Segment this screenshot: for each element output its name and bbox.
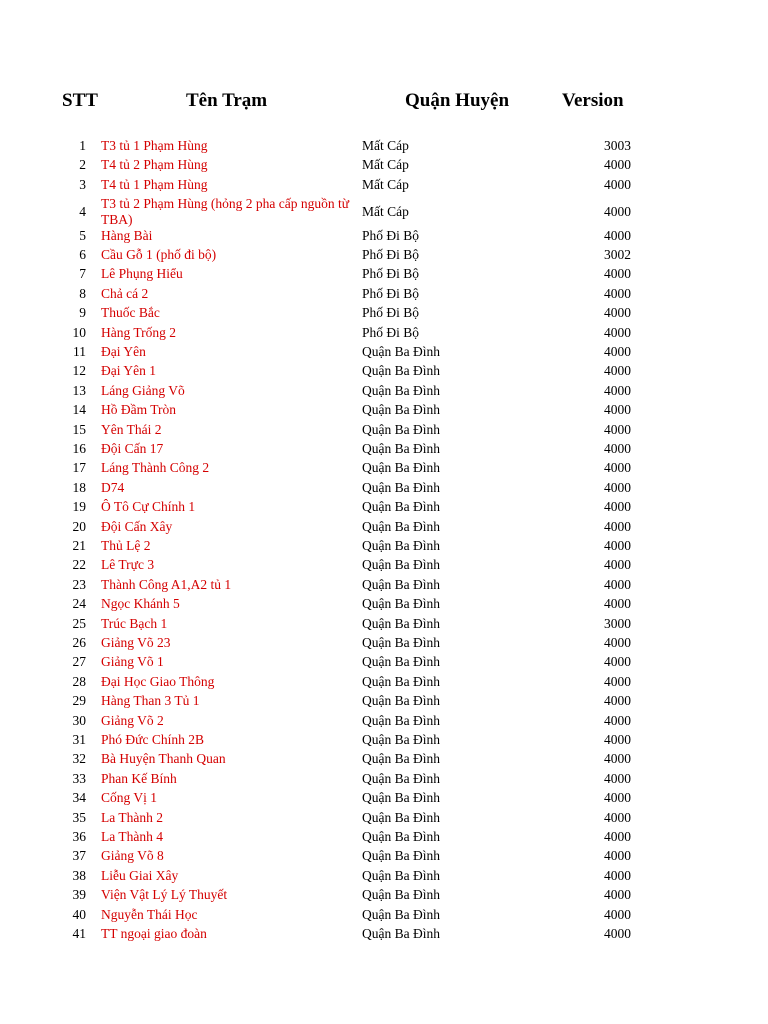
row-version: 4000: [604, 635, 631, 650]
row-version: 4000: [604, 421, 631, 437]
row-station-name: Chả cá 2: [101, 285, 149, 301]
row-district: Quận Ba Đình: [362, 712, 440, 728]
row-version: 4000: [604, 204, 631, 220]
row-stt: 15: [72, 421, 86, 437]
row-version: 4000: [604, 382, 631, 398]
row-station-name: Giảng Võ 23: [101, 635, 171, 650]
row-version: 4000: [604, 906, 631, 922]
row-stt: 11: [73, 344, 86, 359]
row-district: Quận Ba Đình: [362, 654, 440, 670]
row-version: 4000: [604, 538, 631, 553]
row-station-name: La Thành 4: [101, 829, 163, 844]
row-stt: 22: [72, 557, 86, 573]
row-district: Quận Ba Đình: [362, 693, 440, 709]
row-version: 4000: [604, 499, 631, 515]
row-district: Quận Ba Đình: [362, 557, 440, 573]
row-station-name: T4 tủ 2 Phạm Hùng: [101, 157, 208, 173]
row-station-name: Phan Kế Bính: [101, 770, 177, 786]
row-station-name: Giảng Võ 2: [101, 712, 164, 728]
row-stt: 7: [79, 266, 86, 282]
row-stt: 28: [72, 673, 86, 689]
row-district: Mất Cáp: [362, 204, 409, 220]
row-stt: 37: [72, 848, 86, 864]
row-district: Quận Ba Đình: [362, 460, 440, 476]
row-district: Phố Đi Bộ: [362, 324, 420, 340]
row-version: 4000: [604, 867, 631, 883]
row-version: 4000: [604, 770, 631, 786]
row-district: Phố Đi Bộ: [362, 247, 420, 262]
row-version: 3002: [604, 247, 631, 262]
row-version: 4000: [604, 285, 631, 301]
row-stt: 41: [72, 926, 86, 941]
row-version: 4000: [604, 479, 631, 495]
row-district: Phố Đi Bộ: [362, 285, 420, 301]
row-station-name: Ô Tô Cự Chính 1: [101, 499, 196, 515]
row-station-name: Ngọc Khánh 5: [101, 596, 180, 612]
row-station-name: Viện Vật Lý Lý Thuyết: [101, 887, 228, 903]
row-station-name: D74: [101, 479, 125, 495]
row-version: 4000: [604, 227, 631, 243]
row-stt: 9: [79, 305, 86, 321]
row-version: 3000: [604, 615, 631, 631]
row-station-name: Hàng Bài: [101, 227, 153, 243]
row-stt: 4: [79, 204, 86, 220]
row-station-name: T4 tủ 1 Phạm Hùng: [101, 176, 208, 192]
row-district: Quận Ba Đình: [362, 790, 440, 806]
row-stt: 35: [72, 809, 86, 825]
row-district: Quận Ba Đình: [362, 751, 440, 767]
row-stt: 39: [72, 887, 86, 903]
row-district: Quận Ba Đình: [362, 479, 440, 495]
row-district: Mất Cáp: [362, 157, 409, 173]
row-station-name: Giảng Võ 8: [101, 848, 164, 864]
row-stt: 21: [72, 538, 86, 553]
row-station-name: Giảng Võ 1: [101, 654, 164, 670]
row-version: 4000: [604, 790, 631, 806]
row-station-name: TT ngoại giao đoàn: [101, 926, 207, 941]
row-district: Quận Ba Đình: [362, 770, 440, 786]
row-station-name: Cầu Gỗ 1 (phố đi bộ): [101, 247, 217, 262]
row-district: Phố Đi Bộ: [362, 305, 420, 321]
row-version: 4000: [604, 829, 631, 844]
row-district: Quận Ba Đình: [362, 596, 440, 612]
row-version: 3003: [604, 138, 631, 153]
row-stt: 23: [72, 576, 86, 592]
row-station-name: Thành Công A1,A2 tủ 1: [101, 576, 232, 592]
row-stt: 29: [72, 693, 86, 709]
row-station-name: Nguyễn Thái Học: [101, 906, 198, 922]
row-stt: 38: [72, 867, 86, 883]
row-stt: 18: [72, 479, 86, 495]
row-station-name: Thuốc Bắc: [101, 305, 160, 321]
row-district: Quận Ba Đình: [362, 576, 440, 592]
row-district: Quận Ba Đình: [362, 732, 440, 747]
row-station-name: Thủ Lệ 2: [101, 538, 151, 553]
row-station-name: Yên Thái 2: [101, 421, 162, 437]
header-version: Version: [562, 90, 624, 111]
row-stt: 36: [72, 829, 86, 844]
row-station-name: La Thành 2: [101, 809, 163, 825]
row-district: Mất Cáp: [362, 138, 409, 153]
row-stt: 12: [72, 363, 86, 379]
row-stt: 17: [72, 460, 86, 476]
row-stt: 33: [72, 770, 86, 786]
row-version: 4000: [604, 673, 631, 689]
row-station-name: Hàng Trống 2: [101, 324, 177, 340]
row-version: 4000: [604, 266, 631, 282]
row-station-name: T3 tủ 1 Phạm Hùng: [101, 138, 208, 153]
row-version: 4000: [604, 693, 631, 709]
row-stt: 13: [72, 382, 86, 398]
row-version: 4000: [604, 402, 631, 418]
row-district: Quận Ba Đình: [362, 615, 440, 631]
row-district: Quận Ba Đình: [362, 421, 440, 437]
row-station-name: Trúc Bạch 1: [101, 615, 168, 631]
row-stt: 5: [79, 227, 86, 243]
row-version: 4000: [604, 363, 631, 379]
row-version: 4000: [604, 596, 631, 612]
row-stt: 19: [72, 499, 86, 515]
row-district: Quận Ba Đình: [362, 809, 440, 825]
row-station-name: Đại Học Giao Thông: [101, 673, 215, 689]
row-stt: 27: [72, 654, 86, 670]
row-district: Quận Ba Đình: [362, 441, 440, 456]
row-stt: 14: [72, 402, 86, 418]
row-district: Quận Ba Đình: [362, 867, 440, 883]
row-district: Quận Ba Đình: [362, 363, 440, 379]
row-stt: 24: [72, 596, 86, 612]
row-version: 4000: [604, 926, 631, 941]
row-version: 4000: [604, 157, 631, 173]
row-district: Quận Ba Đình: [362, 829, 440, 844]
row-station-name: T3 tủ 2 Phạm Hùng (hỏng 2 pha cấp nguồn từ TBA): [101, 196, 350, 228]
row-station-name: Hồ Đầm Tròn: [101, 402, 177, 418]
row-stt: 3: [79, 176, 86, 192]
row-district: Quận Ba Đình: [362, 926, 440, 941]
row-district: Quận Ba Đình: [362, 518, 440, 534]
row-station-name: Liễu Giai Xây: [101, 867, 179, 883]
row-stt: 26: [72, 635, 86, 650]
row-district: Quận Ba Đình: [362, 887, 440, 903]
row-station-name: Phó Đức Chính 2B: [101, 732, 204, 747]
row-stt: 34: [72, 790, 86, 806]
row-version: 4000: [604, 654, 631, 670]
row-stt: 8: [79, 285, 86, 301]
row-district: Quận Ba Đình: [362, 499, 440, 515]
row-stt: 16: [72, 441, 86, 456]
row-stt: 25: [72, 615, 86, 631]
row-version: 4000: [604, 576, 631, 592]
row-station-name: Hàng Than 3 Tủ 1: [101, 693, 200, 709]
row-version: 4000: [604, 887, 631, 903]
row-version: 4000: [604, 809, 631, 825]
row-stt: 32: [72, 751, 86, 767]
row-station-name: Lê Phụng Hiểu: [101, 266, 183, 282]
row-version: 4000: [604, 848, 631, 864]
row-district: Quận Ba Đình: [362, 538, 440, 553]
row-stt: 20: [72, 518, 86, 534]
row-station-name: Láng Thành Công 2: [101, 460, 210, 476]
header-stt: STT: [62, 90, 98, 111]
row-stt: 6: [79, 247, 86, 262]
row-district: Phố Đi Bộ: [362, 266, 420, 282]
row-district: Quận Ba Đình: [362, 906, 440, 922]
row-district: Quận Ba Đình: [362, 848, 440, 864]
row-version: 4000: [604, 518, 631, 534]
row-station-name: Đội Cấn 17: [101, 441, 164, 456]
row-district: Phố Đi Bộ: [362, 227, 420, 243]
row-district: Quận Ba Đình: [362, 344, 440, 359]
row-version: 4000: [604, 324, 631, 340]
row-version: 4000: [604, 557, 631, 573]
row-stt: 31: [72, 732, 86, 747]
row-district: Mất Cáp: [362, 176, 409, 192]
row-district: Quận Ba Đình: [362, 382, 440, 398]
row-stt: 30: [72, 712, 86, 728]
row-station-name: Cống Vị 1: [101, 790, 158, 806]
row-version: 4000: [604, 176, 631, 192]
row-version: 4000: [604, 712, 631, 728]
row-station-name: Đại Yên 1: [101, 363, 156, 379]
row-station-name: Lê Trực 3: [101, 557, 155, 573]
row-district: Quận Ba Đình: [362, 673, 440, 689]
header-station-name: Tên Trạm: [186, 90, 268, 111]
row-stt: 10: [72, 324, 86, 340]
row-version: 4000: [604, 305, 631, 321]
row-station-name: Đội Cấn Xây: [101, 518, 173, 534]
header-district: Quận Huyện: [405, 90, 510, 111]
row-stt: 40: [72, 906, 86, 922]
row-station-name: Láng Giảng Võ: [101, 382, 185, 398]
row-version: 4000: [604, 732, 631, 747]
row-district: Quận Ba Đình: [362, 402, 440, 418]
row-stt: 2: [79, 157, 86, 173]
row-version: 4000: [604, 441, 631, 456]
row-district: Quận Ba Đình: [362, 635, 440, 650]
row-station-name: Đại Yên: [101, 344, 146, 359]
row-version: 4000: [604, 751, 631, 767]
row-stt: 1: [79, 138, 86, 153]
row-version: 4000: [604, 460, 631, 476]
row-version: 4000: [604, 344, 631, 359]
row-station-name: Bà Huyện Thanh Quan: [101, 751, 226, 767]
